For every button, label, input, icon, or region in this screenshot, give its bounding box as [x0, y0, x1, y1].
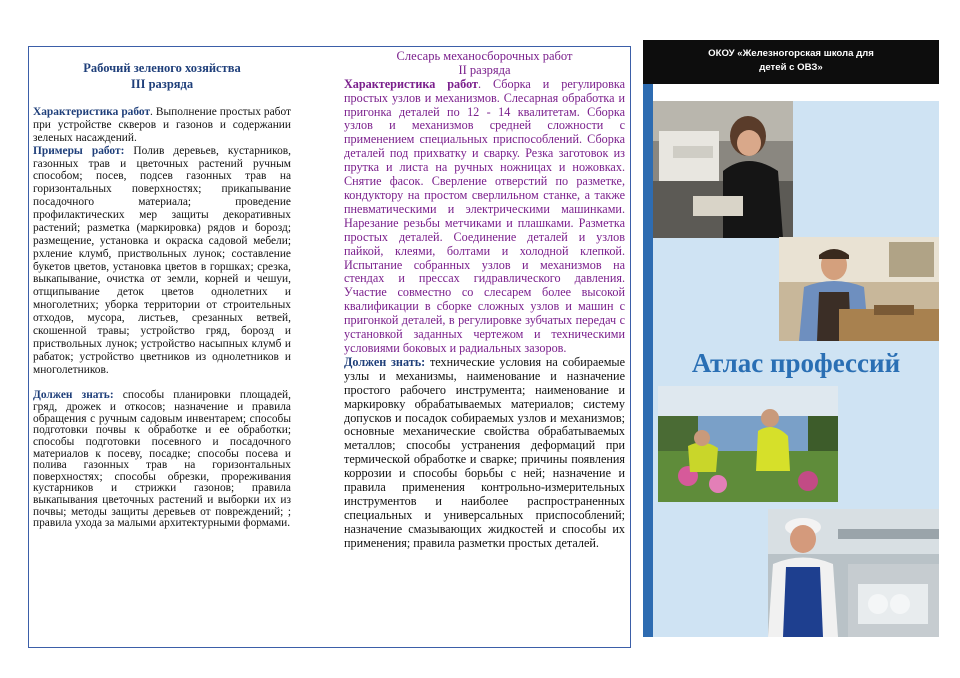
left-char-text: . Выполнение простых работ при устройстве скверов и газонов и содержании зеленых насаждений. — [33, 106, 291, 144]
right-characteristics — [344, 78, 625, 356]
photo-carpenter — [779, 237, 939, 341]
left-examples-text: Полив деревьев, кустарников, газонных трав и цветочных растений ручным способом; посев, подсев газонных трав на горизонтальных поверхностях; прикапывание посадочного материала; проведение профилактических мер защиты декоративных растений; разметка (маркировка) рядов и борозд; размещение, установка и окраска садовой мебели; рхление клумб, приствольных лунок; составление букетов цветов, установка цветов в горшках; срезка, выкапывание, очистка от земли, корней и чешуи, отщипывание деток цветов однолетних и многолетних; уборка территории от строительных отходов, мусора, листьев, срезанных ветвей, скошенной травы; устройство гряд, борозд и приствольных лунок; устройство насыпных клумб и рабаток; устройство цветников из однолетников и многолетников. — [33, 144, 291, 376]
right-knowledge — [344, 356, 625, 551]
left-knowledge — [33, 390, 291, 530]
cover-header — [643, 40, 939, 84]
right-title — [344, 49, 625, 78]
right-title-line1: Слесарь механосборочных работ — [396, 49, 573, 63]
left-know-text: способы планировки площадей, гряд, дрожек и откосов; назначение и правила обращения с ручным садовым инвентарем; способы подготовки почвы к обработке и ее обработки; способы подготовки посевного и посадочного материалов к посеву, посадке; способы посева и полива газонных трав на горизонтальных поверхностях; способы обрезки, прореживания кустарников и стрижки газонов; правила выкапывания цветочных растений и выборки их из почвы; методы защиты деревьев от повреждений; ; правила ухода за малыми архитектурными формами. — [33, 389, 291, 530]
right-char-text: . Сборка и регулировка простых узлов и механизмов. Слесарная обработка и пригонка деталей по 12 - 14 квалитетам. Сборка узлов и механизмов средней сложности с применением специальных приспособлений. Сборка деталей под прихватку и сварку. Резка заготовок из прутка и листа на ручных ножницах и ножовках. Снятие фасок. Сверление отверстий по разметке, кондуктору на простом сверлильном станке, а также пневматическими и электрическими машинками. Нарезание резьбы метчиками и плашками. Разметка простых деталей. Соединение деталей и узлов пайкой, клеями, болтами и холодной клепкой. Испытание собранных узлов и механизмов на стендах и прессах гидравлического давления. Участие совместно со слесарем более высокой квалификации в сборке сложных узлов и машин с пригонкой деталей, в регулировке зубчатых передач с установкой заданных чертежом и техническими условиями боковых и радиальных зазоров. — [344, 76, 625, 355]
photo-gardeners — [658, 386, 838, 502]
right-char-label: Характеристика работ — [344, 76, 479, 91]
left-know-label: Должен знать: — [33, 389, 114, 402]
left-column — [33, 60, 291, 530]
left-title-line1: Рабочий зеленого хозяйства — [83, 61, 241, 75]
right-know-text: технические условия на собираемые узлы и механизмы, наименование и назначение простого рабочего инструмента; наименование и маркировку обрабатываемых материалов; систему допусков и посадок собираемых узлов и механизмов; основные механические свойства обрабатываемых металлов; способы устранения деформаций при термической обработке и сварке; причины появления коррозии и способы борьбы с ней; назначение и правила применения контрольно-измерительных инструментов и наиболее распространенных специальных и универсальных приспособлений; назначение смазывающих жидкостей и способы их применения; правила разметки простых деталей. — [344, 354, 626, 550]
left-title-line2: III разряда — [130, 77, 194, 91]
cover-header-line2: детей с ОВЗ» — [759, 61, 823, 73]
left-examples-label: Примеры работ: — [33, 144, 125, 157]
cover-title: Атлас профессий — [691, 348, 901, 378]
left-title — [33, 60, 291, 92]
left-char-label: Характеристика работ — [33, 106, 151, 118]
cover-header-line1: ОКОУ «Железногорская школа для — [708, 48, 874, 59]
cover-blue-strip — [643, 84, 653, 637]
photo-seamstress — [653, 101, 793, 238]
left-examples — [33, 145, 291, 377]
left-characteristics — [33, 106, 291, 145]
right-title-line2: II разряда — [458, 63, 511, 78]
photo-kitchen-worker — [768, 509, 939, 637]
right-know-label: Должен знать: — [344, 354, 426, 369]
right-column — [344, 49, 625, 551]
